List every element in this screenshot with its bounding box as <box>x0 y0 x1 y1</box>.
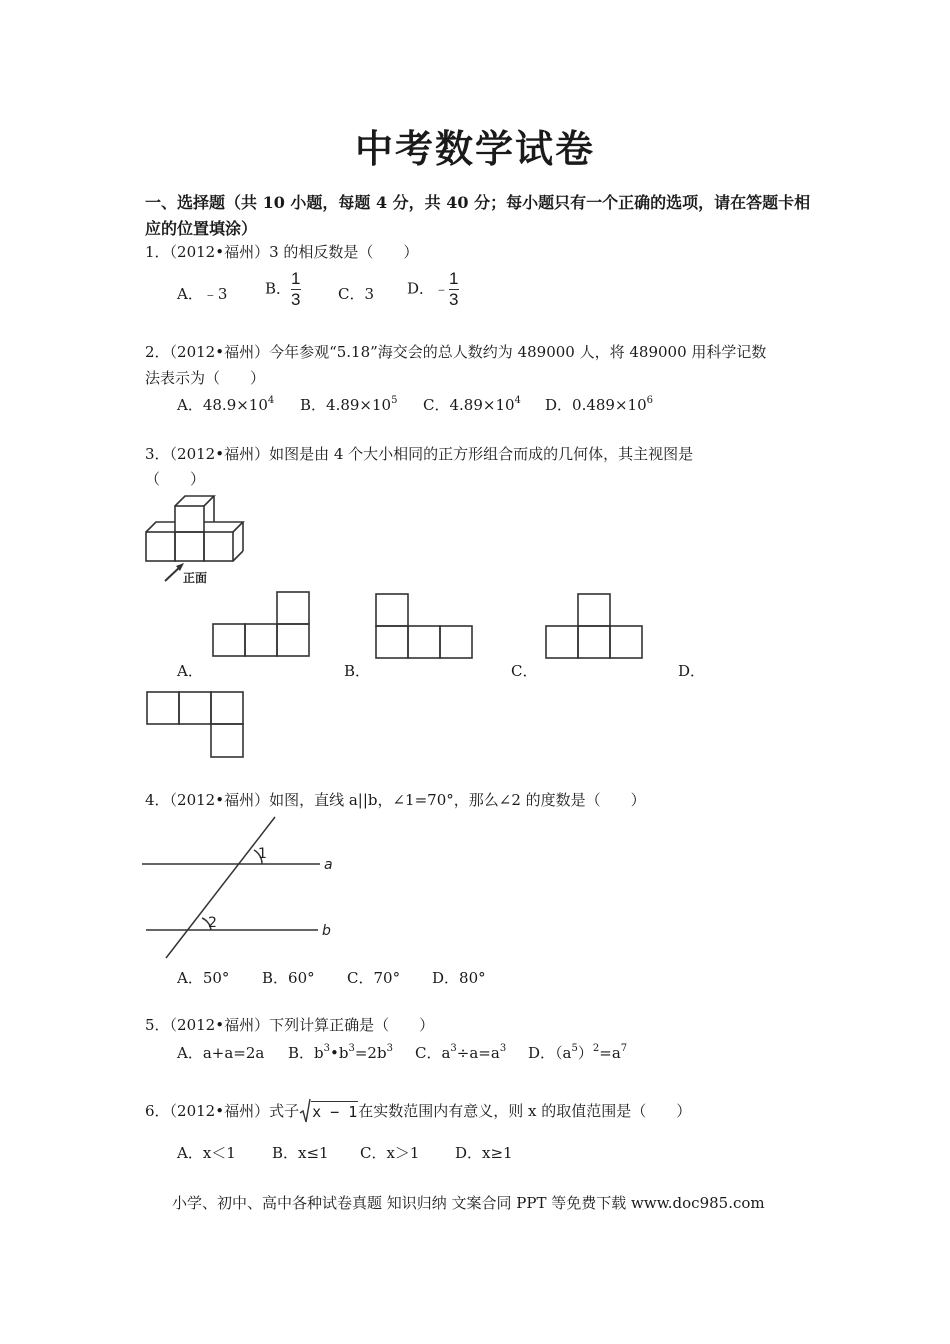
q2-option-d-exponent: 6 <box>646 395 653 406</box>
q2-option-c-base: C．4.89×10 <box>423 396 515 414</box>
q1-option-c: C．3 <box>338 285 375 303</box>
fraction-numerator: 1 <box>449 269 459 288</box>
question-2-stem-line1: 2．（2012•福州）今年参观“5.18”海交会的总人数约为 489000 人，将 489000 用科学记数 <box>145 343 767 361</box>
page-title: 中考数学试卷 <box>354 126 595 171</box>
q3-option-a: A． <box>177 662 203 680</box>
q3-view-a <box>211 590 311 660</box>
q1-option-b <box>265 270 301 309</box>
q2-option-d <box>545 394 653 415</box>
question-6-stem-post: 在实数范围内有意义，则 x 的取值范围是（ ） <box>358 1102 692 1120</box>
q3-option-b: B． <box>344 662 371 680</box>
q5-option-b <box>288 1042 393 1063</box>
radical-sign-icon <box>299 1098 311 1124</box>
q1-option-d <box>407 270 459 309</box>
question-2-stem-line2: 法表示为（ ） <box>145 369 266 387</box>
question-6-stem <box>145 1098 691 1124</box>
question-5-stem: 5．（2012•福州）下列计算正确是（ ） <box>145 1016 435 1034</box>
question-1-stem: 1．（2012•福州）3 的相反数是（ ） <box>145 243 419 261</box>
fraction-denominator: 3 <box>291 290 301 309</box>
q6-option-d: D．x≥1 <box>455 1144 513 1162</box>
q4-option-b: B．60° <box>262 969 315 987</box>
q6-option-a: A．x＜1 <box>177 1144 236 1162</box>
page-footer: 小学、初中、高中各种试卷真题 知识归纳 文案合同 PPT 等免费下载 www.doc985.com <box>172 1194 765 1212</box>
q2-option-d-base: D．0.489×10 <box>545 396 647 414</box>
q5-option-c <box>415 1042 506 1063</box>
text-part: =a <box>599 1044 621 1062</box>
q6-option-c: C．x＞1 <box>360 1144 420 1162</box>
question-4-stem: 4．（2012•福州）如图，直线 a||b，∠1=70°，那么∠2 的度数是（ ） <box>145 791 646 809</box>
radicand: x − 1 <box>312 1102 358 1121</box>
text-part: ） <box>577 1044 593 1062</box>
q3-view-b <box>374 592 476 660</box>
line-b-label: b <box>322 923 331 939</box>
q1-option-b-label: B． <box>265 279 292 298</box>
q3-view-c <box>544 592 646 660</box>
exponent: 2 <box>592 1043 600 1054</box>
exponent: 7 <box>620 1043 628 1054</box>
q4-parallel-lines-figure <box>142 812 342 962</box>
text-part: D．（a <box>528 1044 572 1062</box>
q3-option-d: D． <box>678 662 706 680</box>
transversal-line <box>166 817 275 958</box>
fraction-numerator: 1 <box>291 269 301 288</box>
section-heading: 一、选择题（共 10 小题，每题 4 分，共 40 分；每小题只有一个正确的选项，请在答题卡相应的位置填涂） <box>145 193 811 238</box>
text-part: =2b <box>354 1044 387 1062</box>
text-part: ÷a=a <box>456 1044 500 1062</box>
question-3-stem-line2: （ ） <box>145 470 206 488</box>
q4-option-d: D．80° <box>432 969 486 987</box>
q1-option-b-fraction <box>291 270 300 309</box>
exponent: 5 <box>571 1043 578 1054</box>
exponent: 3 <box>386 1043 393 1054</box>
question-3-stem-line1: 3．（2012•福州）如图是由 4 个大小相同的正方形组合而成的几何体，其主视图是 <box>145 445 694 463</box>
q2-option-c <box>423 394 521 415</box>
text-part: B．b <box>288 1044 324 1062</box>
q3-view-d <box>145 690 247 760</box>
q1-option-d-label: D．﹣ <box>407 279 450 298</box>
exponent: 3 <box>323 1043 331 1054</box>
exponent: 3 <box>450 1043 457 1054</box>
q2-option-b-exponent: 5 <box>391 395 398 406</box>
q1-option-a: A．﹣3 <box>177 285 228 303</box>
q6-option-b: B．x≤1 <box>272 1144 329 1162</box>
line-a-label: a <box>324 857 333 873</box>
exponent: 3 <box>499 1043 507 1054</box>
q3-3d-figure <box>143 493 248 588</box>
q3-option-c: C． <box>511 662 538 680</box>
q2-option-a-exponent: 4 <box>267 395 275 406</box>
q2-option-a <box>177 394 274 415</box>
q2-option-c-exponent: 4 <box>514 395 521 406</box>
q4-option-c: C．70° <box>347 969 401 987</box>
q1-option-d-fraction <box>449 270 458 309</box>
text-part: •b <box>330 1044 349 1062</box>
q2-option-b <box>300 394 397 415</box>
q5-option-a: A．a+a=2a <box>177 1044 265 1062</box>
q2-option-b-base: B．4.89×10 <box>300 396 392 414</box>
question-6-stem-pre: 6．（2012•福州）式子 <box>145 1102 300 1120</box>
text-part: C．a <box>415 1044 451 1062</box>
angle-1-label: 1 <box>258 846 267 862</box>
angle-2-label: 2 <box>208 915 217 931</box>
q2-option-a-base: A．48.9×10 <box>177 396 268 414</box>
exponent: 3 <box>348 1043 355 1054</box>
front-label: 正面 <box>183 571 208 585</box>
fraction-denominator: 3 <box>449 290 459 309</box>
q5-option-d <box>528 1042 627 1063</box>
q4-option-a: A．50° <box>177 969 230 987</box>
